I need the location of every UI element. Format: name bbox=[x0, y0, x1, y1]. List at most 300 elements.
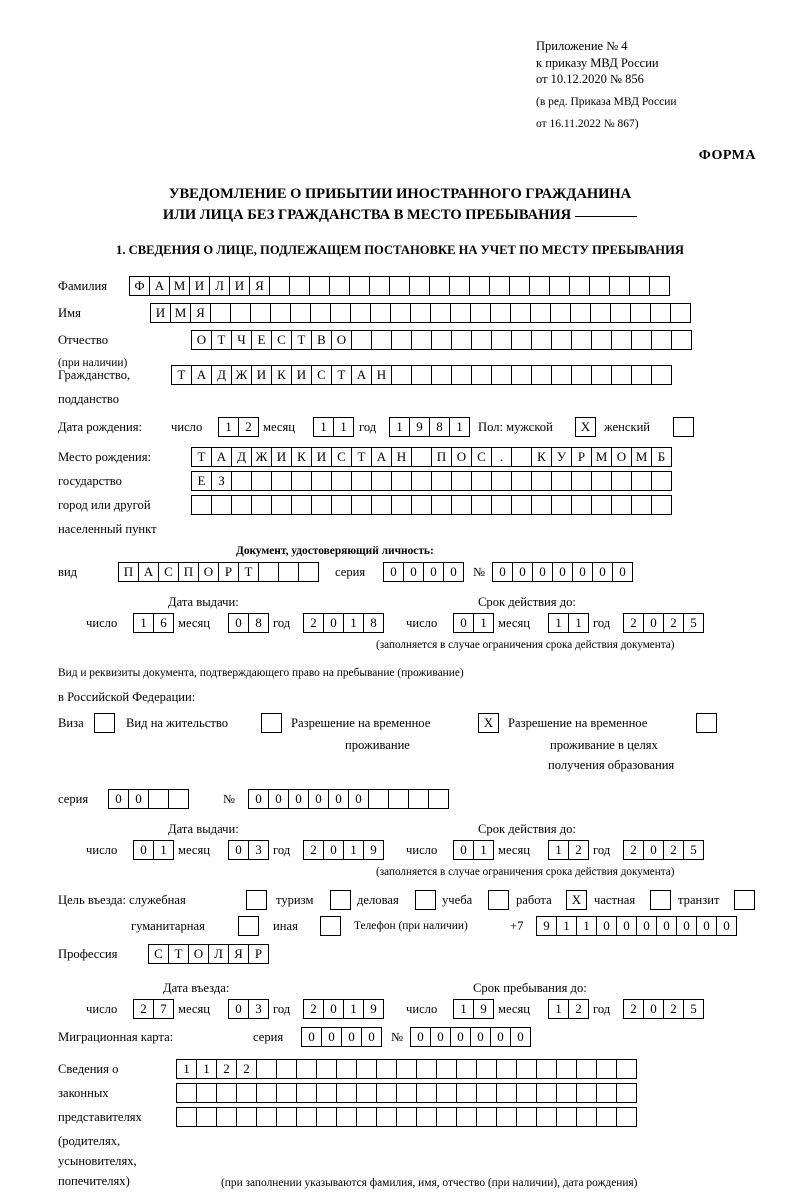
cell[interactable]: 1 bbox=[196, 1059, 217, 1079]
cell[interactable] bbox=[391, 330, 412, 350]
field-profession[interactable] bbox=[148, 944, 269, 964]
checkbox-temp-residence[interactable] bbox=[478, 713, 499, 733]
cell[interactable] bbox=[316, 1059, 337, 1079]
field-entry-month[interactable] bbox=[228, 999, 269, 1019]
cell[interactable] bbox=[496, 1083, 517, 1103]
cell[interactable]: 9 bbox=[473, 999, 494, 1019]
cell[interactable]: 1 bbox=[176, 1059, 197, 1079]
checkbox-sex-female[interactable] bbox=[673, 417, 694, 437]
cell[interactable] bbox=[551, 330, 572, 350]
cell[interactable] bbox=[576, 1107, 597, 1127]
cell[interactable] bbox=[570, 303, 591, 323]
cell[interactable] bbox=[356, 1083, 377, 1103]
cell[interactable]: Ч bbox=[231, 330, 252, 350]
cell[interactable] bbox=[611, 330, 632, 350]
cell[interactable]: Б bbox=[651, 447, 672, 467]
cell[interactable] bbox=[316, 1083, 337, 1103]
cell[interactable] bbox=[511, 330, 532, 350]
cell[interactable] bbox=[309, 276, 330, 296]
cell[interactable] bbox=[451, 365, 472, 385]
cell[interactable]: А bbox=[138, 562, 159, 582]
cell[interactable] bbox=[571, 471, 592, 491]
cell[interactable] bbox=[311, 471, 332, 491]
cell[interactable] bbox=[371, 330, 392, 350]
cell[interactable] bbox=[536, 1083, 557, 1103]
cell[interactable]: 0 bbox=[450, 1027, 471, 1047]
cell[interactable] bbox=[596, 1083, 617, 1103]
cell[interactable]: 5 bbox=[683, 613, 704, 633]
cell[interactable] bbox=[311, 495, 332, 515]
cell[interactable] bbox=[349, 276, 370, 296]
cell[interactable]: 0 bbox=[228, 999, 249, 1019]
cell[interactable] bbox=[451, 495, 472, 515]
cell[interactable]: И bbox=[251, 365, 272, 385]
cell[interactable] bbox=[476, 1107, 497, 1127]
cell[interactable]: 1 bbox=[453, 999, 474, 1019]
field-doc-valid-month[interactable] bbox=[548, 613, 589, 633]
cell[interactable]: М bbox=[631, 447, 652, 467]
cell[interactable]: 0 bbox=[430, 1027, 451, 1047]
cell[interactable]: И bbox=[271, 447, 292, 467]
cell[interactable]: Д bbox=[211, 365, 232, 385]
field-reps-row-2[interactable] bbox=[176, 1083, 637, 1103]
cell[interactable] bbox=[476, 1059, 497, 1079]
field-entry-day[interactable] bbox=[133, 999, 174, 1019]
cell[interactable] bbox=[696, 713, 717, 733]
cell[interactable]: 0 bbox=[268, 789, 289, 809]
cell[interactable] bbox=[456, 1059, 477, 1079]
cell[interactable] bbox=[356, 1107, 377, 1127]
cell[interactable]: 6 bbox=[153, 613, 174, 633]
cell[interactable]: М bbox=[169, 276, 190, 296]
cell[interactable]: С bbox=[311, 365, 332, 385]
cell[interactable] bbox=[531, 495, 552, 515]
cell[interactable]: Л bbox=[209, 276, 230, 296]
checkbox-residence-permit[interactable] bbox=[261, 713, 282, 733]
cell[interactable] bbox=[651, 495, 672, 515]
checkbox-purpose-other[interactable] bbox=[320, 916, 341, 936]
cell[interactable] bbox=[451, 330, 472, 350]
cell[interactable] bbox=[256, 1059, 277, 1079]
cell[interactable] bbox=[431, 365, 452, 385]
cell[interactable] bbox=[291, 495, 312, 515]
cell[interactable]: 0 bbox=[323, 999, 344, 1019]
cell[interactable]: 0 bbox=[228, 613, 249, 633]
field-permit-issue-day[interactable] bbox=[133, 840, 174, 860]
cell[interactable] bbox=[370, 303, 391, 323]
cell[interactable] bbox=[168, 789, 189, 809]
cell[interactable]: 2 bbox=[238, 417, 259, 437]
field-birthplace-settlement[interactable] bbox=[191, 495, 672, 515]
cell[interactable]: 1 bbox=[343, 840, 364, 860]
cell[interactable]: 1 bbox=[548, 999, 569, 1019]
cell[interactable]: Н bbox=[391, 447, 412, 467]
cell[interactable] bbox=[616, 1083, 637, 1103]
field-mig-series[interactable] bbox=[301, 1027, 382, 1047]
cell[interactable]: 0 bbox=[643, 999, 664, 1019]
cell[interactable]: 3 bbox=[248, 999, 269, 1019]
cell[interactable] bbox=[291, 471, 312, 491]
cell[interactable]: 5 bbox=[683, 999, 704, 1019]
cell[interactable]: О bbox=[198, 562, 219, 582]
checkbox-purpose-transit[interactable] bbox=[734, 890, 755, 910]
cell[interactable]: Х bbox=[566, 890, 587, 910]
cell[interactable]: 0 bbox=[323, 613, 344, 633]
cell[interactable]: 0 bbox=[108, 789, 129, 809]
cell[interactable]: 8 bbox=[363, 613, 384, 633]
cell[interactable]: 0 bbox=[696, 916, 717, 936]
cell[interactable]: 0 bbox=[301, 1027, 322, 1047]
cell[interactable] bbox=[416, 1107, 437, 1127]
cell[interactable] bbox=[590, 303, 611, 323]
field-permit-number[interactable] bbox=[248, 789, 449, 809]
cell[interactable] bbox=[416, 1059, 437, 1079]
cell[interactable] bbox=[251, 471, 272, 491]
cell[interactable]: К bbox=[531, 447, 552, 467]
cell[interactable] bbox=[516, 1059, 537, 1079]
cell[interactable] bbox=[536, 1059, 557, 1079]
cell[interactable] bbox=[256, 1083, 277, 1103]
cell[interactable] bbox=[471, 495, 492, 515]
cell[interactable] bbox=[436, 1059, 457, 1079]
cell[interactable]: . bbox=[491, 447, 512, 467]
cell[interactable] bbox=[369, 276, 390, 296]
cell[interactable] bbox=[290, 303, 311, 323]
cell[interactable]: 0 bbox=[552, 562, 573, 582]
cell[interactable] bbox=[148, 789, 169, 809]
cell[interactable] bbox=[396, 1107, 417, 1127]
cell[interactable]: Р bbox=[571, 447, 592, 467]
cell[interactable] bbox=[436, 1107, 457, 1127]
cell[interactable]: 0 bbox=[443, 562, 464, 582]
cell[interactable] bbox=[411, 447, 432, 467]
cell[interactable] bbox=[470, 303, 491, 323]
cell[interactable] bbox=[469, 276, 490, 296]
cell[interactable]: 1 bbox=[218, 417, 239, 437]
cell[interactable]: С bbox=[331, 447, 352, 467]
cell[interactable] bbox=[531, 330, 552, 350]
cell[interactable] bbox=[496, 1059, 517, 1079]
cell[interactable]: 1 bbox=[556, 916, 577, 936]
cell[interactable]: С bbox=[471, 447, 492, 467]
checkbox-purpose-private[interactable] bbox=[650, 890, 671, 910]
cell[interactable] bbox=[231, 471, 252, 491]
cell[interactable] bbox=[409, 276, 430, 296]
cell[interactable] bbox=[556, 1083, 577, 1103]
cell[interactable] bbox=[529, 276, 550, 296]
checkbox-purpose-humanitarian[interactable] bbox=[238, 916, 259, 936]
cell[interactable]: 2 bbox=[303, 840, 324, 860]
cell[interactable]: П bbox=[431, 447, 452, 467]
cell[interactable] bbox=[278, 562, 299, 582]
cell[interactable]: 0 bbox=[716, 916, 737, 936]
cell[interactable] bbox=[216, 1083, 237, 1103]
cell[interactable] bbox=[411, 471, 432, 491]
cell[interactable]: 1 bbox=[343, 999, 364, 1019]
cell[interactable]: 3 bbox=[248, 840, 269, 860]
cell[interactable] bbox=[428, 789, 449, 809]
cell[interactable]: О bbox=[611, 447, 632, 467]
cell[interactable] bbox=[734, 890, 755, 910]
cell[interactable] bbox=[196, 1107, 217, 1127]
cell[interactable] bbox=[330, 890, 351, 910]
cell[interactable] bbox=[276, 1059, 297, 1079]
checkbox-visa[interactable] bbox=[94, 713, 115, 733]
cell[interactable]: 0 bbox=[410, 1027, 431, 1047]
cell[interactable] bbox=[488, 890, 509, 910]
cell[interactable]: Д bbox=[231, 447, 252, 467]
field-doc-issue-day[interactable] bbox=[133, 613, 174, 633]
cell[interactable] bbox=[649, 276, 670, 296]
cell[interactable]: 8 bbox=[429, 417, 450, 437]
cell[interactable] bbox=[236, 1107, 257, 1127]
cell[interactable]: 0 bbox=[423, 562, 444, 582]
cell[interactable]: Н bbox=[371, 365, 392, 385]
cell[interactable] bbox=[430, 303, 451, 323]
cell[interactable] bbox=[411, 330, 432, 350]
cell[interactable]: О bbox=[331, 330, 352, 350]
cell[interactable] bbox=[276, 1107, 297, 1127]
cell[interactable] bbox=[631, 365, 652, 385]
field-birth-year[interactable] bbox=[389, 417, 470, 437]
cell[interactable] bbox=[176, 1107, 197, 1127]
cell[interactable] bbox=[296, 1107, 317, 1127]
cell[interactable]: 0 bbox=[596, 916, 617, 936]
cell[interactable] bbox=[230, 303, 251, 323]
cell[interactable] bbox=[551, 495, 572, 515]
checkbox-purpose-business[interactable] bbox=[415, 890, 436, 910]
cell[interactable]: 0 bbox=[288, 789, 309, 809]
field-entry-year[interactable] bbox=[303, 999, 384, 1019]
cell[interactable]: 0 bbox=[128, 789, 149, 809]
cell[interactable]: 1 bbox=[389, 417, 410, 437]
cell[interactable] bbox=[531, 365, 552, 385]
cell[interactable]: 1 bbox=[473, 613, 494, 633]
cell[interactable] bbox=[396, 1083, 417, 1103]
cell[interactable] bbox=[551, 365, 572, 385]
cell[interactable] bbox=[630, 303, 651, 323]
field-permit-valid-year[interactable] bbox=[623, 840, 704, 860]
field-doc-valid-year[interactable] bbox=[623, 613, 704, 633]
field-stay-day[interactable] bbox=[453, 999, 494, 1019]
cell[interactable] bbox=[456, 1107, 477, 1127]
cell[interactable]: А bbox=[211, 447, 232, 467]
cell[interactable] bbox=[511, 447, 532, 467]
cell[interactable] bbox=[491, 365, 512, 385]
cell[interactable]: 0 bbox=[510, 1027, 531, 1047]
cell[interactable] bbox=[390, 303, 411, 323]
cell[interactable]: 0 bbox=[572, 562, 593, 582]
cell[interactable] bbox=[596, 1107, 617, 1127]
cell[interactable] bbox=[391, 495, 412, 515]
cell[interactable] bbox=[491, 495, 512, 515]
cell[interactable] bbox=[450, 303, 471, 323]
cell[interactable]: 1 bbox=[473, 840, 494, 860]
field-birthplace-city[interactable] bbox=[191, 471, 672, 491]
cell[interactable] bbox=[591, 330, 612, 350]
cell[interactable] bbox=[316, 1107, 337, 1127]
field-name[interactable] bbox=[150, 303, 691, 323]
cell[interactable]: 0 bbox=[453, 613, 474, 633]
cell[interactable]: 0 bbox=[341, 1027, 362, 1047]
cell[interactable] bbox=[509, 276, 530, 296]
cell[interactable] bbox=[670, 303, 691, 323]
cell[interactable] bbox=[611, 471, 632, 491]
cell[interactable]: Т bbox=[291, 330, 312, 350]
cell[interactable] bbox=[609, 276, 630, 296]
cell[interactable] bbox=[416, 1083, 437, 1103]
cell[interactable]: Т bbox=[238, 562, 259, 582]
cell[interactable] bbox=[211, 495, 232, 515]
cell[interactable] bbox=[471, 471, 492, 491]
cell[interactable]: М bbox=[591, 447, 612, 467]
field-permit-series[interactable] bbox=[108, 789, 189, 809]
field-doc-series[interactable] bbox=[383, 562, 464, 582]
field-permit-valid-day[interactable] bbox=[453, 840, 494, 860]
cell[interactable]: Р bbox=[248, 944, 269, 964]
cell[interactable]: 2 bbox=[623, 613, 644, 633]
cell[interactable] bbox=[269, 276, 290, 296]
cell[interactable]: 9 bbox=[536, 916, 557, 936]
cell[interactable]: 0 bbox=[643, 840, 664, 860]
cell[interactable]: 0 bbox=[636, 916, 657, 936]
field-permit-issue-month[interactable] bbox=[228, 840, 269, 860]
cell[interactable] bbox=[246, 890, 267, 910]
cell[interactable]: 0 bbox=[643, 613, 664, 633]
cell[interactable] bbox=[490, 303, 511, 323]
cell[interactable]: И bbox=[311, 447, 332, 467]
checkbox-purpose-service[interactable] bbox=[246, 890, 267, 910]
cell[interactable]: И bbox=[291, 365, 312, 385]
field-permit-issue-year[interactable] bbox=[303, 840, 384, 860]
cell[interactable] bbox=[549, 276, 570, 296]
cell[interactable]: 9 bbox=[409, 417, 430, 437]
cell[interactable] bbox=[491, 330, 512, 350]
cell[interactable]: 2 bbox=[663, 999, 684, 1019]
cell[interactable] bbox=[429, 276, 450, 296]
cell[interactable] bbox=[411, 495, 432, 515]
cell[interactable] bbox=[389, 276, 410, 296]
cell[interactable] bbox=[276, 1083, 297, 1103]
cell[interactable] bbox=[431, 471, 452, 491]
cell[interactable] bbox=[651, 471, 672, 491]
cell[interactable] bbox=[336, 1059, 357, 1079]
cell[interactable]: Т bbox=[211, 330, 232, 350]
cell[interactable] bbox=[616, 1107, 637, 1127]
cell[interactable] bbox=[289, 276, 310, 296]
cell[interactable] bbox=[516, 1107, 537, 1127]
cell[interactable] bbox=[550, 303, 571, 323]
cell[interactable] bbox=[616, 1059, 637, 1079]
cell[interactable] bbox=[351, 495, 372, 515]
cell[interactable]: 2 bbox=[568, 999, 589, 1019]
cell[interactable]: Т bbox=[351, 447, 372, 467]
cell[interactable] bbox=[411, 365, 432, 385]
cell[interactable]: О bbox=[188, 944, 209, 964]
cell[interactable]: 2 bbox=[236, 1059, 257, 1079]
cell[interactable] bbox=[511, 471, 532, 491]
cell[interactable] bbox=[511, 495, 532, 515]
cell[interactable]: С bbox=[271, 330, 292, 350]
cell[interactable]: 0 bbox=[612, 562, 633, 582]
cell[interactable] bbox=[310, 303, 331, 323]
cell[interactable] bbox=[261, 713, 282, 733]
cell[interactable]: 8 bbox=[248, 613, 269, 633]
cell[interactable]: 1 bbox=[576, 916, 597, 936]
cell[interactable]: Т bbox=[331, 365, 352, 385]
field-birth-day[interactable] bbox=[218, 417, 259, 437]
cell[interactable]: 2 bbox=[623, 999, 644, 1019]
cell[interactable] bbox=[298, 562, 319, 582]
cell[interactable] bbox=[436, 1083, 457, 1103]
cell[interactable]: Х bbox=[575, 417, 596, 437]
cell[interactable]: 2 bbox=[663, 613, 684, 633]
cell[interactable] bbox=[631, 471, 652, 491]
cell[interactable] bbox=[536, 1107, 557, 1127]
cell[interactable]: 1 bbox=[568, 613, 589, 633]
cell[interactable]: 1 bbox=[343, 613, 364, 633]
cell[interactable] bbox=[371, 495, 392, 515]
cell[interactable] bbox=[651, 330, 672, 350]
cell[interactable]: 9 bbox=[363, 999, 384, 1019]
cell[interactable] bbox=[491, 471, 512, 491]
cell[interactable] bbox=[511, 365, 532, 385]
cell[interactable] bbox=[410, 303, 431, 323]
cell[interactable] bbox=[650, 303, 671, 323]
cell[interactable]: Ж bbox=[231, 365, 252, 385]
cell[interactable] bbox=[396, 1059, 417, 1079]
cell[interactable] bbox=[336, 1107, 357, 1127]
cell[interactable]: 2 bbox=[568, 840, 589, 860]
cell[interactable] bbox=[376, 1083, 397, 1103]
field-doc-kind[interactable] bbox=[118, 562, 319, 582]
cell[interactable]: Е bbox=[191, 471, 212, 491]
cell[interactable]: 2 bbox=[216, 1059, 237, 1079]
cell[interactable]: Ж bbox=[251, 447, 272, 467]
cell[interactable]: 2 bbox=[133, 999, 154, 1019]
field-permit-valid-month[interactable] bbox=[548, 840, 589, 860]
cell[interactable] bbox=[650, 890, 671, 910]
cell[interactable] bbox=[368, 789, 389, 809]
checkbox-purpose-study[interactable] bbox=[488, 890, 509, 910]
cell[interactable] bbox=[94, 713, 115, 733]
cell[interactable] bbox=[449, 276, 470, 296]
cell[interactable] bbox=[350, 303, 371, 323]
cell[interactable]: Я bbox=[228, 944, 249, 964]
cell[interactable]: О bbox=[191, 330, 212, 350]
cell[interactable] bbox=[611, 365, 632, 385]
cell[interactable]: 1 bbox=[333, 417, 354, 437]
cell[interactable] bbox=[371, 471, 392, 491]
cell[interactable] bbox=[329, 276, 350, 296]
cell[interactable]: 0 bbox=[592, 562, 613, 582]
checkbox-purpose-work[interactable] bbox=[566, 890, 587, 910]
cell[interactable]: 0 bbox=[323, 840, 344, 860]
cell[interactable]: О bbox=[451, 447, 472, 467]
cell[interactable] bbox=[256, 1107, 277, 1127]
cell[interactable] bbox=[176, 1083, 197, 1103]
cell[interactable]: 0 bbox=[228, 840, 249, 860]
field-reps-row-3[interactable] bbox=[176, 1107, 637, 1127]
cell[interactable] bbox=[471, 330, 492, 350]
cell[interactable] bbox=[489, 276, 510, 296]
cell[interactable] bbox=[431, 330, 452, 350]
cell[interactable]: 0 bbox=[492, 562, 513, 582]
cell[interactable] bbox=[271, 495, 292, 515]
cell[interactable]: П bbox=[178, 562, 199, 582]
cell[interactable] bbox=[551, 471, 572, 491]
cell[interactable] bbox=[510, 303, 531, 323]
